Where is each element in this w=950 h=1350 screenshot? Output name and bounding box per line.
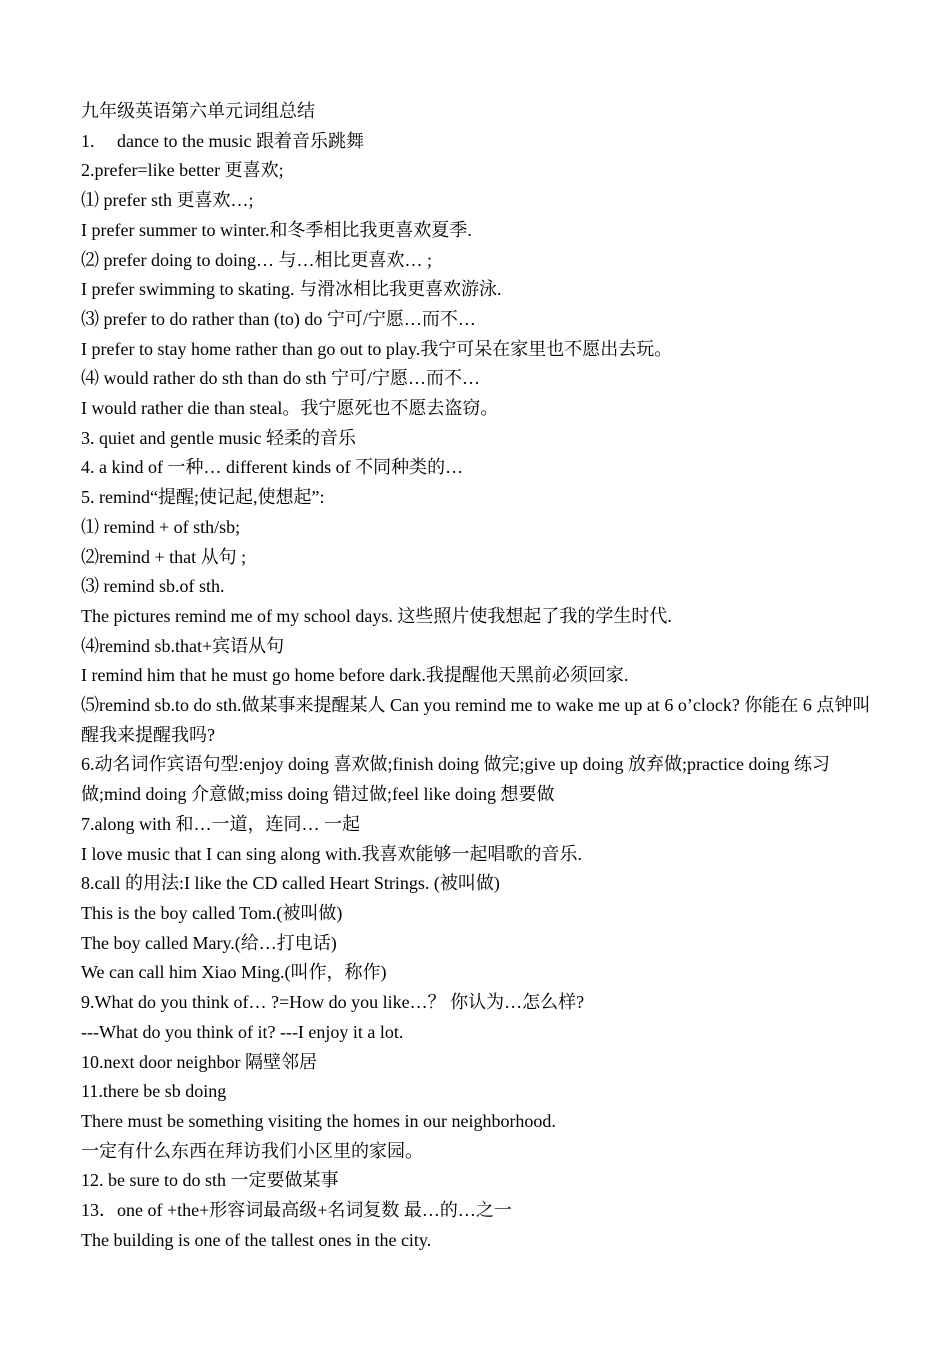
text-line: The building is one of the tallest ones in the city. (81, 1229, 432, 1250)
text-line: 2.prefer=like better 更喜欢; (81, 160, 284, 181)
text-line: 1. dance to the music 跟着音乐跳舞 (81, 130, 364, 151)
document-page (81, 97, 881, 1255)
text-line: 11.there be sb doing (81, 1081, 227, 1102)
text-line: ---What do you think of it? ---I enjoy it a lot. (81, 1021, 404, 1042)
text-line: ⑴ remind + of sth/sb; (81, 516, 241, 537)
document-title: 九年级英语第六单元词组总结 (81, 101, 315, 121)
text-line: This is the boy called Tom.(被叫做) (81, 902, 343, 923)
text-line: 7.along with 和…一道，连同… 一起 (81, 813, 360, 834)
text-line: The boy called Mary.(给…打电话) (81, 932, 337, 953)
text-line: I prefer summer to winter.和冬季相比我更喜欢夏季. (81, 219, 472, 240)
text-line: ⑶ prefer to do rather than (to) do 宁可/宁愿…而不… (81, 308, 476, 329)
text-line: ⑵remind + that 从句 ; (81, 546, 247, 567)
text-line: 4. a kind of 一种… different kinds of 不同种类的… (81, 457, 464, 478)
text-line: 3. quiet and gentle music 轻柔的音乐 (81, 427, 356, 448)
text-line: I would rather die than steal。我宁愿死也不愿去盗窃。 (81, 398, 499, 419)
text-line: 12. be sure to do sth 一定要做某事 (81, 1170, 339, 1191)
text-line: ⑸remind sb.to do sth.做某事来提醒某人 Can you remind me to wake me up at 6 o’clock? 你能在 6 点钟叫醒我来提醒我吗? (81, 695, 871, 745)
text-line: The pictures remind me of my school days. 这些照片使我想起了我的学生时代. (81, 605, 672, 626)
text-line: 一定有什么东西在拜访我们小区里的家园。 (81, 1140, 423, 1161)
text-line: I love music that I can sing along with.我喜欢能够一起唱歌的音乐. (81, 843, 582, 864)
text-line: 6.动名词作宾语句型:enjoy doing 喜欢做;finish doing 做完;give up doing 放弃做;practice doing 练习做;mind doing 介意做;miss doing 错过做;feel like doing 想要做 (81, 754, 830, 805)
text-line: 5. remind“提醒;使记起,使想起”: (81, 487, 325, 508)
text-line: We can call him Xiao Ming.(叫作，称作) (81, 962, 387, 983)
text-line: ⑷ would rather do sth than do sth 宁可/宁愿…而不… (81, 368, 480, 389)
text-line: There must be something visiting the homes in our neighborhood. (81, 1110, 556, 1131)
text-line: 13．one of +the+形容词最高级+名词复数 最…的…之一 (81, 1200, 512, 1221)
text-line: I prefer swimming to skating. 与滑冰相比我更喜欢游泳. (81, 279, 502, 300)
text-line: ⑶ remind sb.of sth. (81, 576, 225, 597)
text-line: ⑷remind sb.that+宾语从句 (81, 635, 285, 656)
text-line: ⑴ prefer sth 更喜欢…; (81, 190, 254, 211)
text-line: I remind him that he must go home before dark.我提醒他天黑前必须回家. (81, 665, 629, 686)
text-line: 10.next door neighbor 隔壁邻居 (81, 1051, 317, 1072)
text-line: 9.What do you think of… ?=How do you like…？ 你认为…怎么样? (81, 992, 585, 1013)
text-line: I prefer to stay home rather than go out to play.我宁可呆在家里也不愿出去玩。 (81, 338, 673, 359)
text-line: ⑵ prefer doing to doing… 与…相比更喜欢… ; (81, 249, 432, 270)
text-line: 8.call 的用法:I like the CD called Heart Strings. (被叫做) (81, 873, 500, 894)
